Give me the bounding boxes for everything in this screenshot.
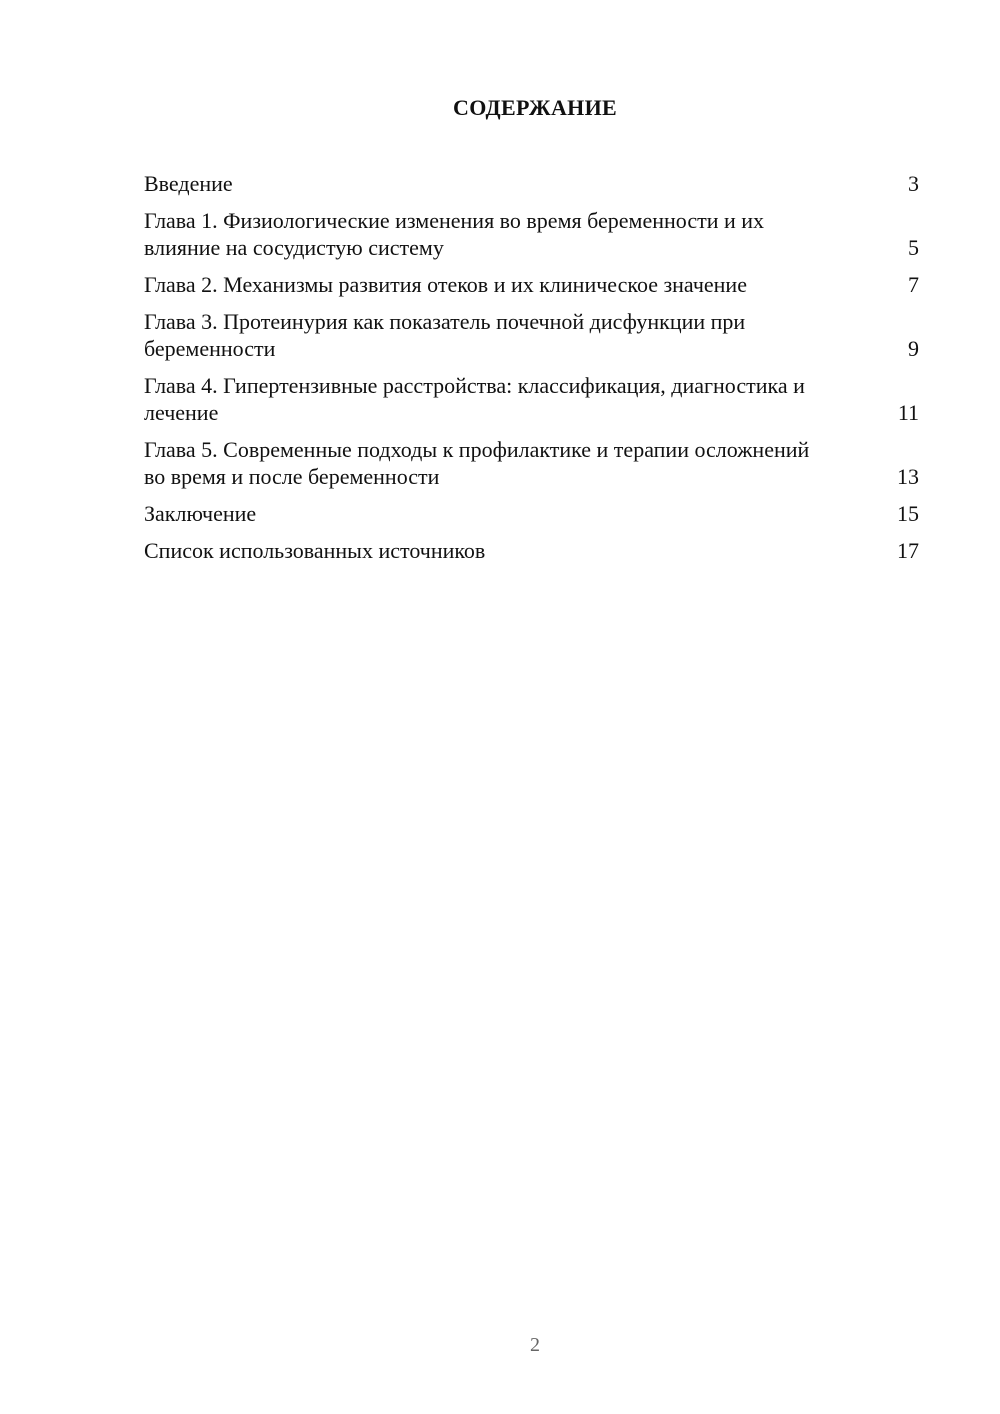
toc-entry-page: 15: [897, 501, 919, 526]
toc-entry-text: Глава 2. Механизмы развития отеков и их клиническое значение: [144, 272, 747, 297]
toc-entry-chapter-3: [144, 308, 919, 362]
table-of-contents: [144, 170, 919, 574]
toc-entry-page: 5: [908, 235, 919, 260]
toc-entry-text: Глава 5. Современные подходы к профилактике и терапии осложнений во время и после беременности: [144, 437, 810, 489]
toc-entry-chapter-5: [144, 436, 919, 490]
toc-entry-page: 3: [908, 171, 919, 196]
toc-entry-text: Глава 3. Протеинурия как показатель почечной дисфункции при беременности: [144, 309, 746, 361]
toc-entry-page: 7: [908, 272, 919, 297]
toc-entry-chapter-2: [144, 271, 919, 298]
toc-entry-text: Список использованных источников: [144, 538, 486, 563]
toc-entry-page: 11: [897, 400, 919, 425]
toc-entry-page: 17: [897, 538, 919, 563]
toc-entry-text: Глава 1. Физиологические изменения во время беременности и их влияние на сосудистую систему: [144, 208, 765, 260]
toc-entry-chapter-1: [144, 207, 919, 261]
page-title: СОДЕРЖАНИЕ: [453, 95, 617, 120]
toc-entry-references: [144, 537, 919, 564]
toc-entry-text: Введение: [144, 171, 233, 196]
toc-entry-chapter-4: [144, 372, 919, 426]
toc-entry-page: 9: [908, 336, 919, 361]
page-number: 2: [530, 1334, 540, 1356]
toc-entry-introduction: [144, 170, 919, 197]
toc-entry-text: Глава 4. Гипертензивные расстройства: классификация, диагностика и лечение: [144, 373, 805, 425]
toc-entry-page: 13: [897, 464, 919, 489]
toc-entry-conclusion: [144, 500, 919, 527]
toc-entry-text: Заключение: [144, 501, 257, 526]
